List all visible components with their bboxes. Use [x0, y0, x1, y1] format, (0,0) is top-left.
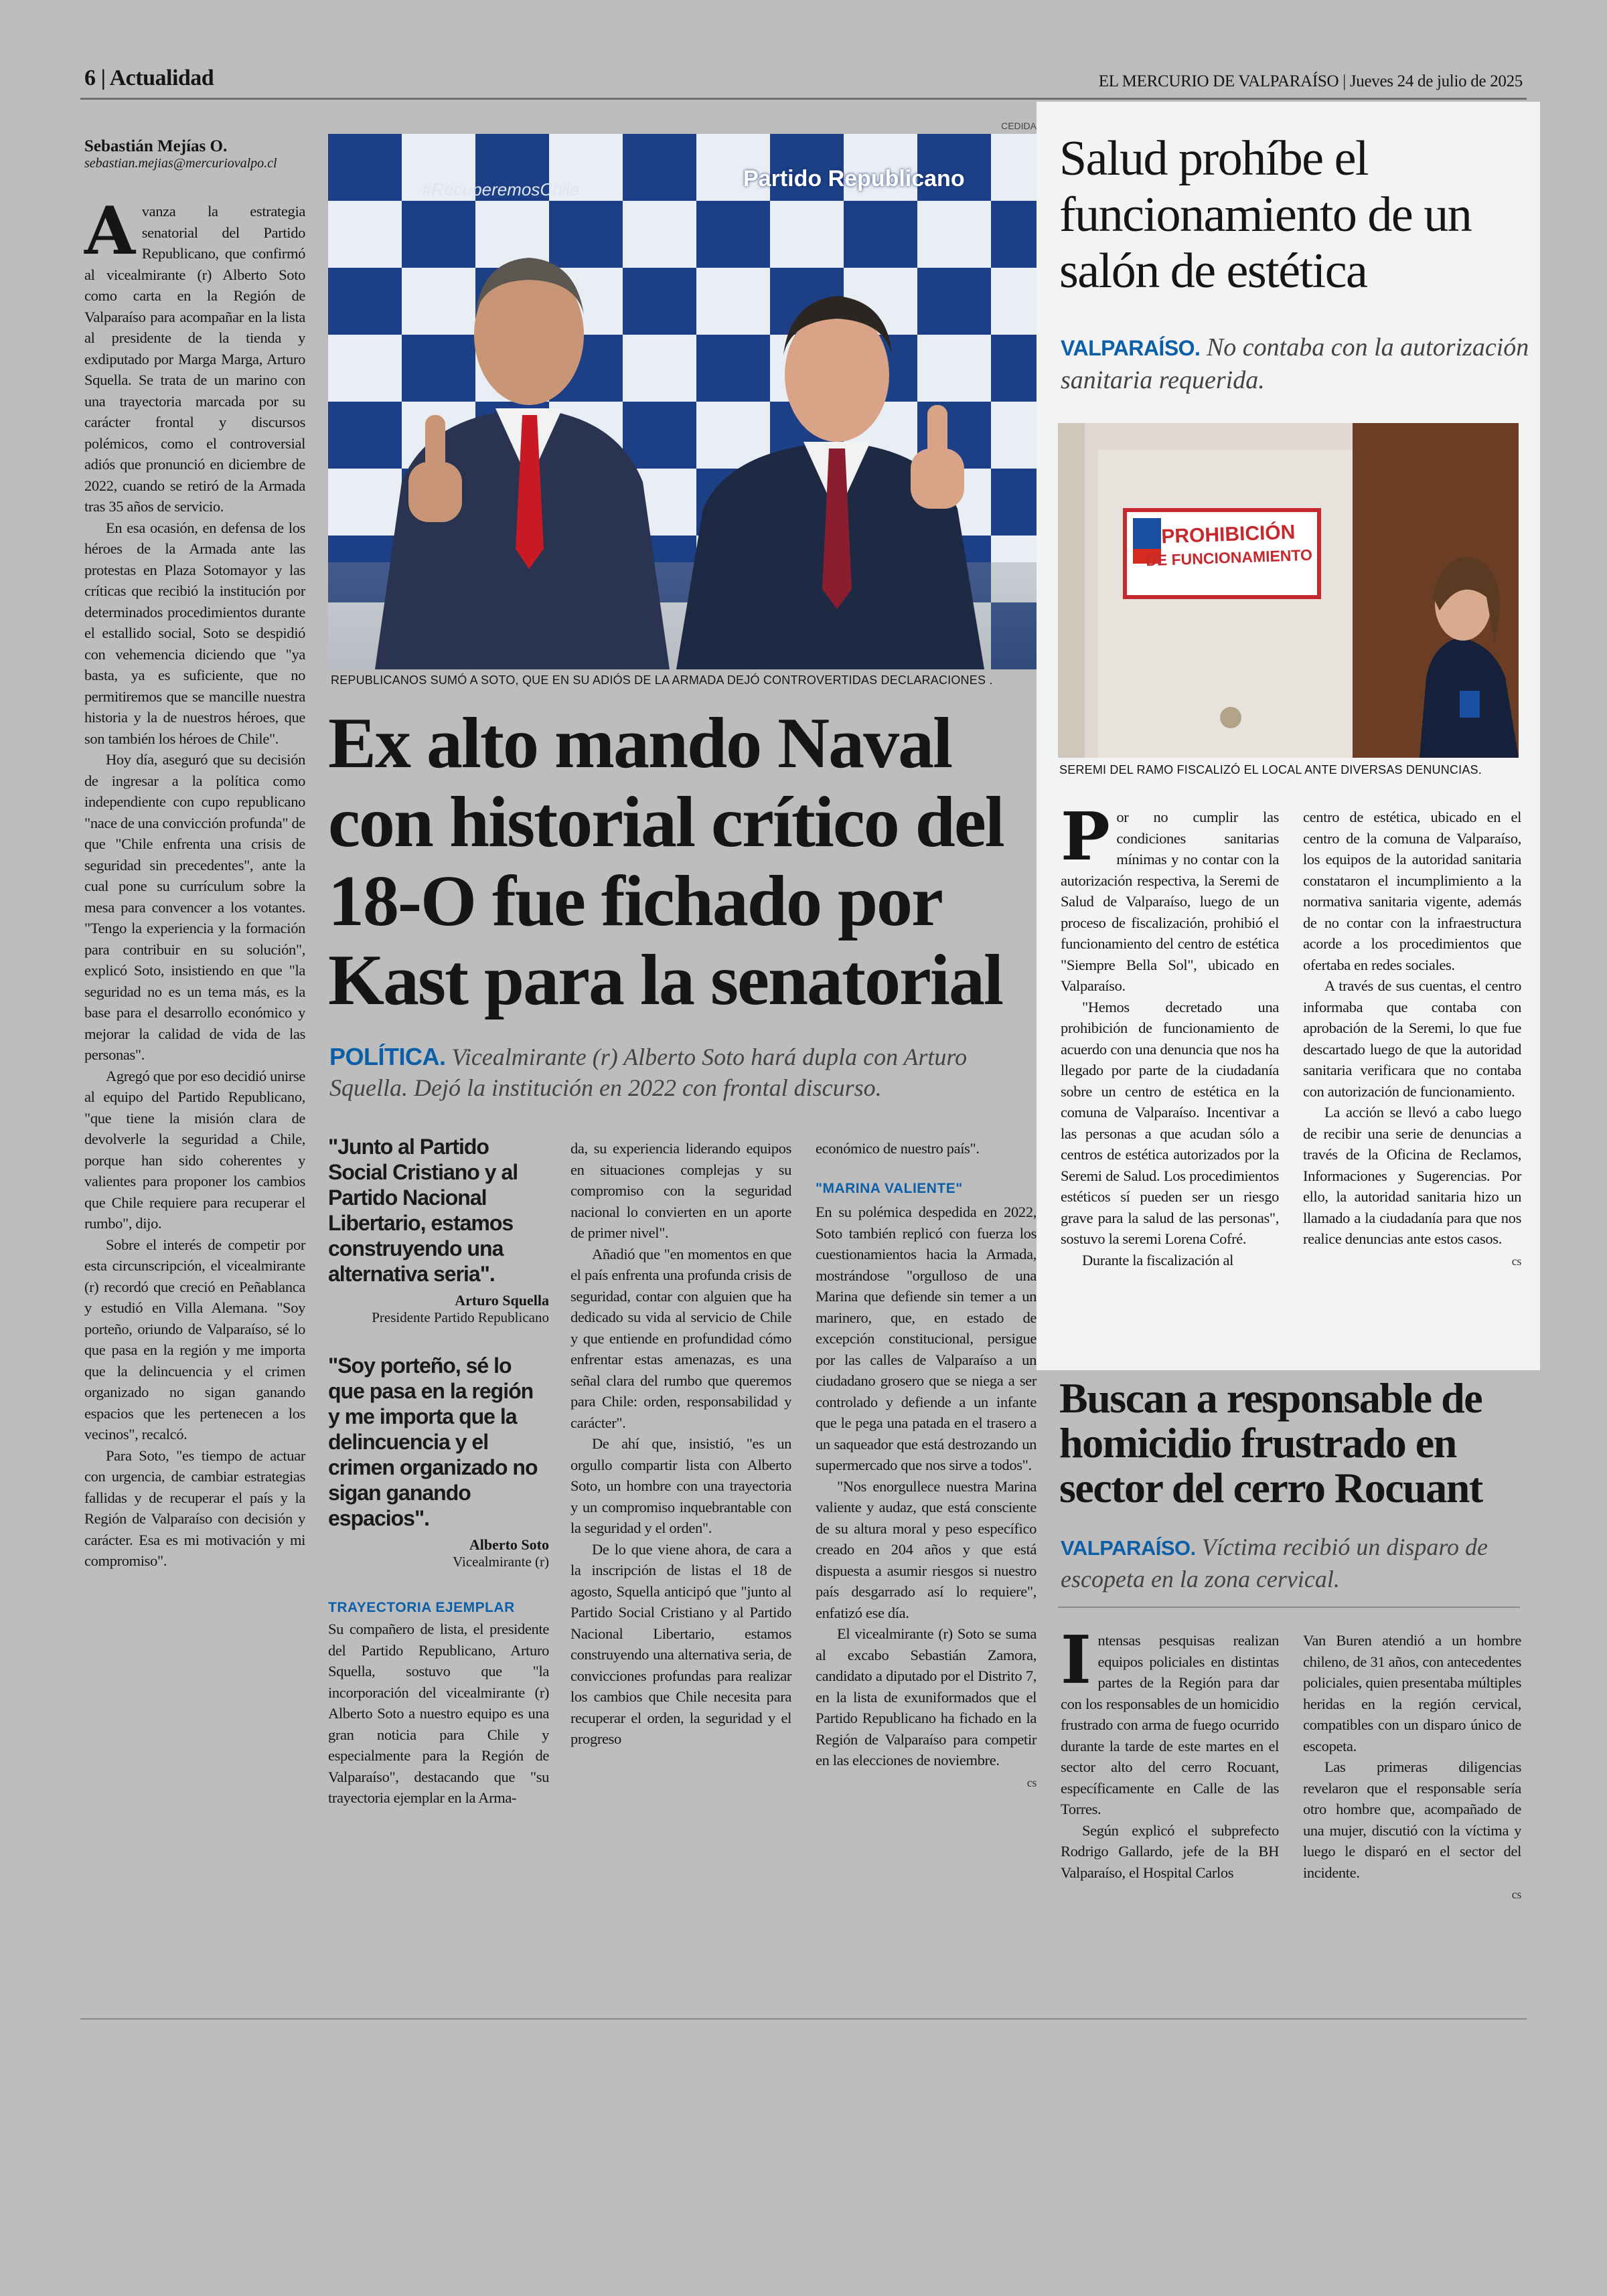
main-article-col1 — [84, 193, 305, 1572]
homicide-kicker-text: Víctima recibió un disparo de escopeta en la zona cervical. — [1061, 1534, 1488, 1592]
homicide-dropcap: I — [1061, 1622, 1091, 1699]
publication-date: Jueves 24 de julio de 2025 — [1349, 72, 1523, 90]
footer-rule — [80, 2018, 1527, 2020]
salon-col2 — [1303, 807, 1521, 1272]
page-number: 6 — [84, 66, 96, 90]
subhead-marina: "MARINA VALIENTE" — [816, 1180, 963, 1196]
homicide-headline: Buscan a responsable de homicidio frustrado en sector del cerro Rocuant — [1059, 1374, 1482, 1511]
col2-text — [328, 1619, 549, 1809]
main-article-col4 — [816, 1138, 1037, 1793]
paragraph: or no cumplir las condiciones sanitarias mínimas y no contar con la autorización respectiva, la Seremi de Salud de Valparaíso, luego de un proceso de fiscalización, prohibió el funcionamiento del centro de estética "Siempre Bella Sol", ubicado en Valparaíso. — [1061, 809, 1279, 994]
page-header-left: 6 | Actualidad — [84, 66, 214, 90]
byline — [84, 137, 312, 171]
prohibition-sign — [1144, 521, 1313, 572]
paragraph: De lo que viene ahora, de cara a la inscripción de listas el 18 de agosto, Squella anticipó que "junto al Partido Social Cristiano y al Partido Nacional Libertario, estamos construyendo una alternativa seria, de convicciones profundas para realizar los cambios que Chile necesita para recuperar el orden, la seguridad y el progreso — [570, 1540, 791, 1747]
main-kicker — [329, 1042, 1039, 1103]
salon-photo-image — [1058, 423, 1519, 758]
homicide-rule — [1058, 1607, 1520, 1608]
salon-photo-caption: SEREMI DEL RAMO FISCALIZÓ EL LOCAL ANTE DIVERSAS DENUNCIAS. — [1059, 763, 1482, 776]
author-name: Sebastián Mejías O. — [84, 137, 228, 155]
salon-col1 — [1061, 799, 1279, 1270]
salon-headline: Salud prohíbe el funcionamiento de un salón de estética — [1059, 131, 1472, 299]
homicide-kicker — [1061, 1532, 1529, 1594]
subhead-trayectoria: TRAYECTORIA EJEMPLAR — [328, 1600, 515, 1615]
paragraph: Para Soto, "es tiempo de actuar con urgencia, de cambiar estrategias fallidas y de recuperar el país y la Región de Valparaíso con decisión y carácter. Esa es mi motivación y mi compromiso". — [84, 1447, 305, 1569]
homicide-kicker-tag: VALPARAÍSO. — [1061, 1536, 1196, 1560]
paragraph: Van Buren atendió a un hombre chileno, de 31 años, con antecedentes policiales, quien presentaba múltiples heridas en la región cervical, compatibles con un disparo único de escopeta. — [1303, 1632, 1521, 1754]
quote-1-role: Presidente Partido Republicano — [372, 1309, 549, 1325]
photo-banner-text: #RecuperemosChile — [422, 179, 580, 199]
pull-quote-2: "Soy porteño, sé lo que pasa en la región y me importa que la delincuencia y el crimen organizado no sigan ganando espacios". — [328, 1354, 538, 1530]
paragraph: "Hemos decretado una prohibición de funcionamiento de acuerdo con una denuncia que nos ha llegado por parte de la ciudadanía sobre un centro de estética en la comuna de Valparaíso. Incentivar a las personas a que acudan sólo a centros de estética autorizados por la Seremi de Salud. Los procedimientos estéticos sí pueden ser un riesgo grave para la salud de las personas", sostuvo la seremi Lorena Cofré. — [1061, 998, 1279, 1247]
salon-dropcap: P — [1061, 799, 1110, 876]
page-header-right: EL MERCURIO DE VALPARAÍSO | Jueves 24 de julio de 2025 — [1098, 72, 1523, 90]
main-dropcap: A — [84, 193, 135, 270]
header-rule — [80, 98, 1527, 100]
paragraph: Añadió que "en momentos en que el país enfrenta una profunda crisis de seguridad, contar con alguien que ha dedicado su vida al servicio de Chile y que entiende en profundidad cómo enfrentar estas amenazas, es una señal clara del rumbo que queremos para Chile: orden, responsabilidad y carácter". — [570, 1245, 791, 1431]
paragraph: En esa ocasión, en defensa de los héroes de la Armada ante las protestas en Plaza Sotomayor y las críticas que recibió la institución por determinados procedimientos durante el estallido social, Soto se despidió con vehemencia diciendo que "ya basta, ya es suficiente, que no permitiremos que se mancille nuestra historia y la de nuestros héroes, que son también los héroes de Chile". — [84, 519, 305, 747]
main-photo-caption: REPUBLICANOS SUMÓ A SOTO, QUE EN SU ADIÓS DE LA ARMADA DEJÓ CONTROVERTIDAS DECLARACIONES . — [331, 673, 993, 687]
paragraph: centro de estética, ubicado en el centro de la comuna de Valparaíso, los equipos de la autoridad sanitaria constataron el incumplimiento a la normativa sanitaria vigente, además de no contar con la infraestructura acorde a los procedimientos que ofertaba en redes sociales. — [1303, 809, 1521, 973]
section-name: Actualidad — [109, 66, 214, 90]
end-mark: cs — [1026, 1775, 1037, 1789]
paragraph: Hoy día, aseguró que su decisión de ingresar a la política como independiente con cupo republicano "nace de una convicción profunda" de que "Chile enfrenta una crisis de seguridad sin precedentes", ante la cual pone su currículum sobre la mesa para convencer a los votantes. "Tengo la experiencia y la formación para contribuir en su solución", explicó Soto, insistiendo en que "la seguridad no es un tema más, es la base para el desarrollo económico y mejorar la calidad de vida de las personas". — [84, 751, 305, 1063]
paragraph: Según explicó el subprefecto Rodrigo Gallardo, jefe de la BH Valparaíso, el Hospital Carlos — [1061, 1821, 1279, 1881]
paragraph: El vicealmirante (r) Soto se suma al excabo Sebastián Zamora, candidato a diputado por el Distrito 7, en la lista de exuniformados que el Partido Republicano ha fichado en la Región de Valparaíso para competir en las elecciones de noviembre. — [816, 1625, 1037, 1769]
quote-2-author: Alberto Soto — [469, 1536, 549, 1553]
main-kicker-text: Vicealmirante (r) Alberto Soto hará dupla con Arturo Squella. Dejó la institución en 2022 con frontal discurso. — [329, 1044, 968, 1101]
main-article-col2 — [328, 1134, 549, 1809]
main-photo — [328, 134, 1037, 669]
paragraph: "Nos enorgullece nuestra Marina valiente y audaz, que está consciente de su altura moral y peso específico creado en 204 años y que está dispuesta a asumir riesgos si nuestro país desgarrado así lo requiere", enfatizó ese día. — [816, 1477, 1037, 1621]
quote-1-author: Arturo Squella — [455, 1292, 549, 1309]
author-email: sebastian.mejias@mercuriovalpo.cl — [84, 156, 277, 171]
photo-party-logo: Partido Republicano — [743, 166, 965, 191]
paragraph: vanza la estrategia senatorial del Partido Republicano, que confirmó al vicealmirante (r) Alberto Soto como carta en la Región de Valparaíso para acompañar en la lista al presidente de la tienda y exdiputado por Marga Marga, Arturo Squella. Se trata de un marino con una trayectoria marcada por su carácter frontal y discursos polémicos, como el controversial adiós que pronunció en diciembre de 2022, cuando se retiró de la Armada tras 35 años de servicio. — [84, 203, 305, 515]
paragraph: ntensas pesquisas realizan equipos policiales en distintas partes de la Región para dar con los responsables de un homicidio frustrado con arma de fuego ocurrido durante la tarde de este martes en el sector alto del cerro Rocuant, específicamente en Calle de las Torres. — [1061, 1632, 1279, 1817]
main-headline: Ex alto mando Naval con historial crítico del 18-O fue fichado por Kast para la senatorial — [328, 704, 1004, 1020]
end-mark: cs — [1511, 1888, 1521, 1901]
main-article-col3 — [570, 1138, 791, 1750]
salon-photo — [1058, 423, 1519, 758]
paragraph: Las primeras diligencias revelaron que el responsable sería otro hombre que, acompañado de una mujer, discutió con la víctima y luego le disparó en el sector del incidente. — [1303, 1758, 1521, 1881]
paragraph: da, su experiencia liderando equipos en situaciones complejas y su compromiso con la seguridad nacional lo convierten en un aporte de primer nivel". — [570, 1140, 791, 1241]
salon-kicker — [1061, 331, 1529, 396]
sign-line-1: PROHIBICIÓN — [1160, 521, 1296, 548]
quote-2-role: Vicealmirante (r) — [453, 1554, 549, 1570]
salon-kicker-tag: VALPARAÍSO. — [1061, 336, 1201, 360]
paragraph: Su compañero de lista, el presidente del Partido Republicano, Arturo Squella, sostuvo que "la incorporación del vicealmirante (r) Alberto Soto a nuestro equipo es una gran noticia para Chile y especialmente para la Región de Valparaíso", destacando que "su trayectoria ejemplar en la Arma- — [328, 1621, 549, 1806]
paragraph: Sobre el interés de competir por esta circunscripción, el vicealmirante (r) recordó que creció en Peñablanca y estudió en Villa Alemana. "Soy porteño, oriundo de Valparaíso, sé lo que pasa en la región y me importa que la delincuencia y el crimen organizado no sigan ganando espacios que les pertenecen a los vecinos", recalcó. — [84, 1236, 305, 1443]
sign-line-2: DE FUNCIONAMIENTO — [1145, 546, 1313, 570]
publication-name: EL MERCURIO DE VALPARAÍSO — [1098, 72, 1339, 90]
paragraph: económico de nuestro país". — [816, 1140, 980, 1157]
paragraph: Agregó que por eso decidió unirse al equipo del Partido Republicano, "que tiene la misión clara de devolverle la seguridad a Chile, porque han sido coherentes y valientes para proponer los cambios que Chile requiere para recuperar el rumbo", dijo. — [84, 1067, 305, 1232]
paragraph: A través de sus cuentas, el centro informaba que contaba con aprobación de la Seremi, lo que fue descartado luego de que la autoridad sanitaria verificara que no contaba con autorización de funcionamiento. — [1303, 977, 1521, 1100]
salon-kicker-text: No contaba con la autorización sanitaria requerida. — [1061, 333, 1529, 394]
main-kicker-tag: POLÍTICA. — [329, 1043, 446, 1070]
paragraph: Durante la fiscalización al — [1082, 1251, 1234, 1268]
photo-credit: CEDIDA — [1001, 120, 1037, 131]
homicide-col1 — [1061, 1622, 1279, 1883]
main-photo-image — [328, 134, 1037, 669]
pull-quote-1: "Junto al Partido Social Cristiano y al Partido Nacional Libertario, estamos construyendo una alternativa seria". — [328, 1135, 518, 1286]
paragraph: La acción se llevó a cabo luego de recibir una serie de denuncias a través de la Oficina de Reclamos, Informaciones y Sugerencias. Por ello, la autoridad sanitaria hizo un llamado a la ciudadanía para que nos realice denuncias ante estos casos. — [1303, 1104, 1521, 1247]
paragraph: De ahí que, insistió, "es un orgullo compartir lista con Alberto Soto, un hombre con una trayectoria y un compromiso inquebrantable con la seguridad y el orden". — [570, 1435, 791, 1536]
homicide-col2 — [1303, 1630, 1521, 1906]
end-mark: cs — [1511, 1254, 1521, 1268]
paragraph: En su polémica despedida en 2022, Soto también replicó con fuerza los cuestionamientos hacia la Armada, mostrándose "orgulloso de una Marina que defiende sin temer a un marinero, que, en estado de excepción constitucional, persigue por las calles de Valparaíso a un ciudadano grosero que se niega a ser controlado y defiende a un infante que le pega una patada en el trasero a un saqueador que está destrozando un supermercado que nos sirve a todos". — [816, 1204, 1037, 1473]
